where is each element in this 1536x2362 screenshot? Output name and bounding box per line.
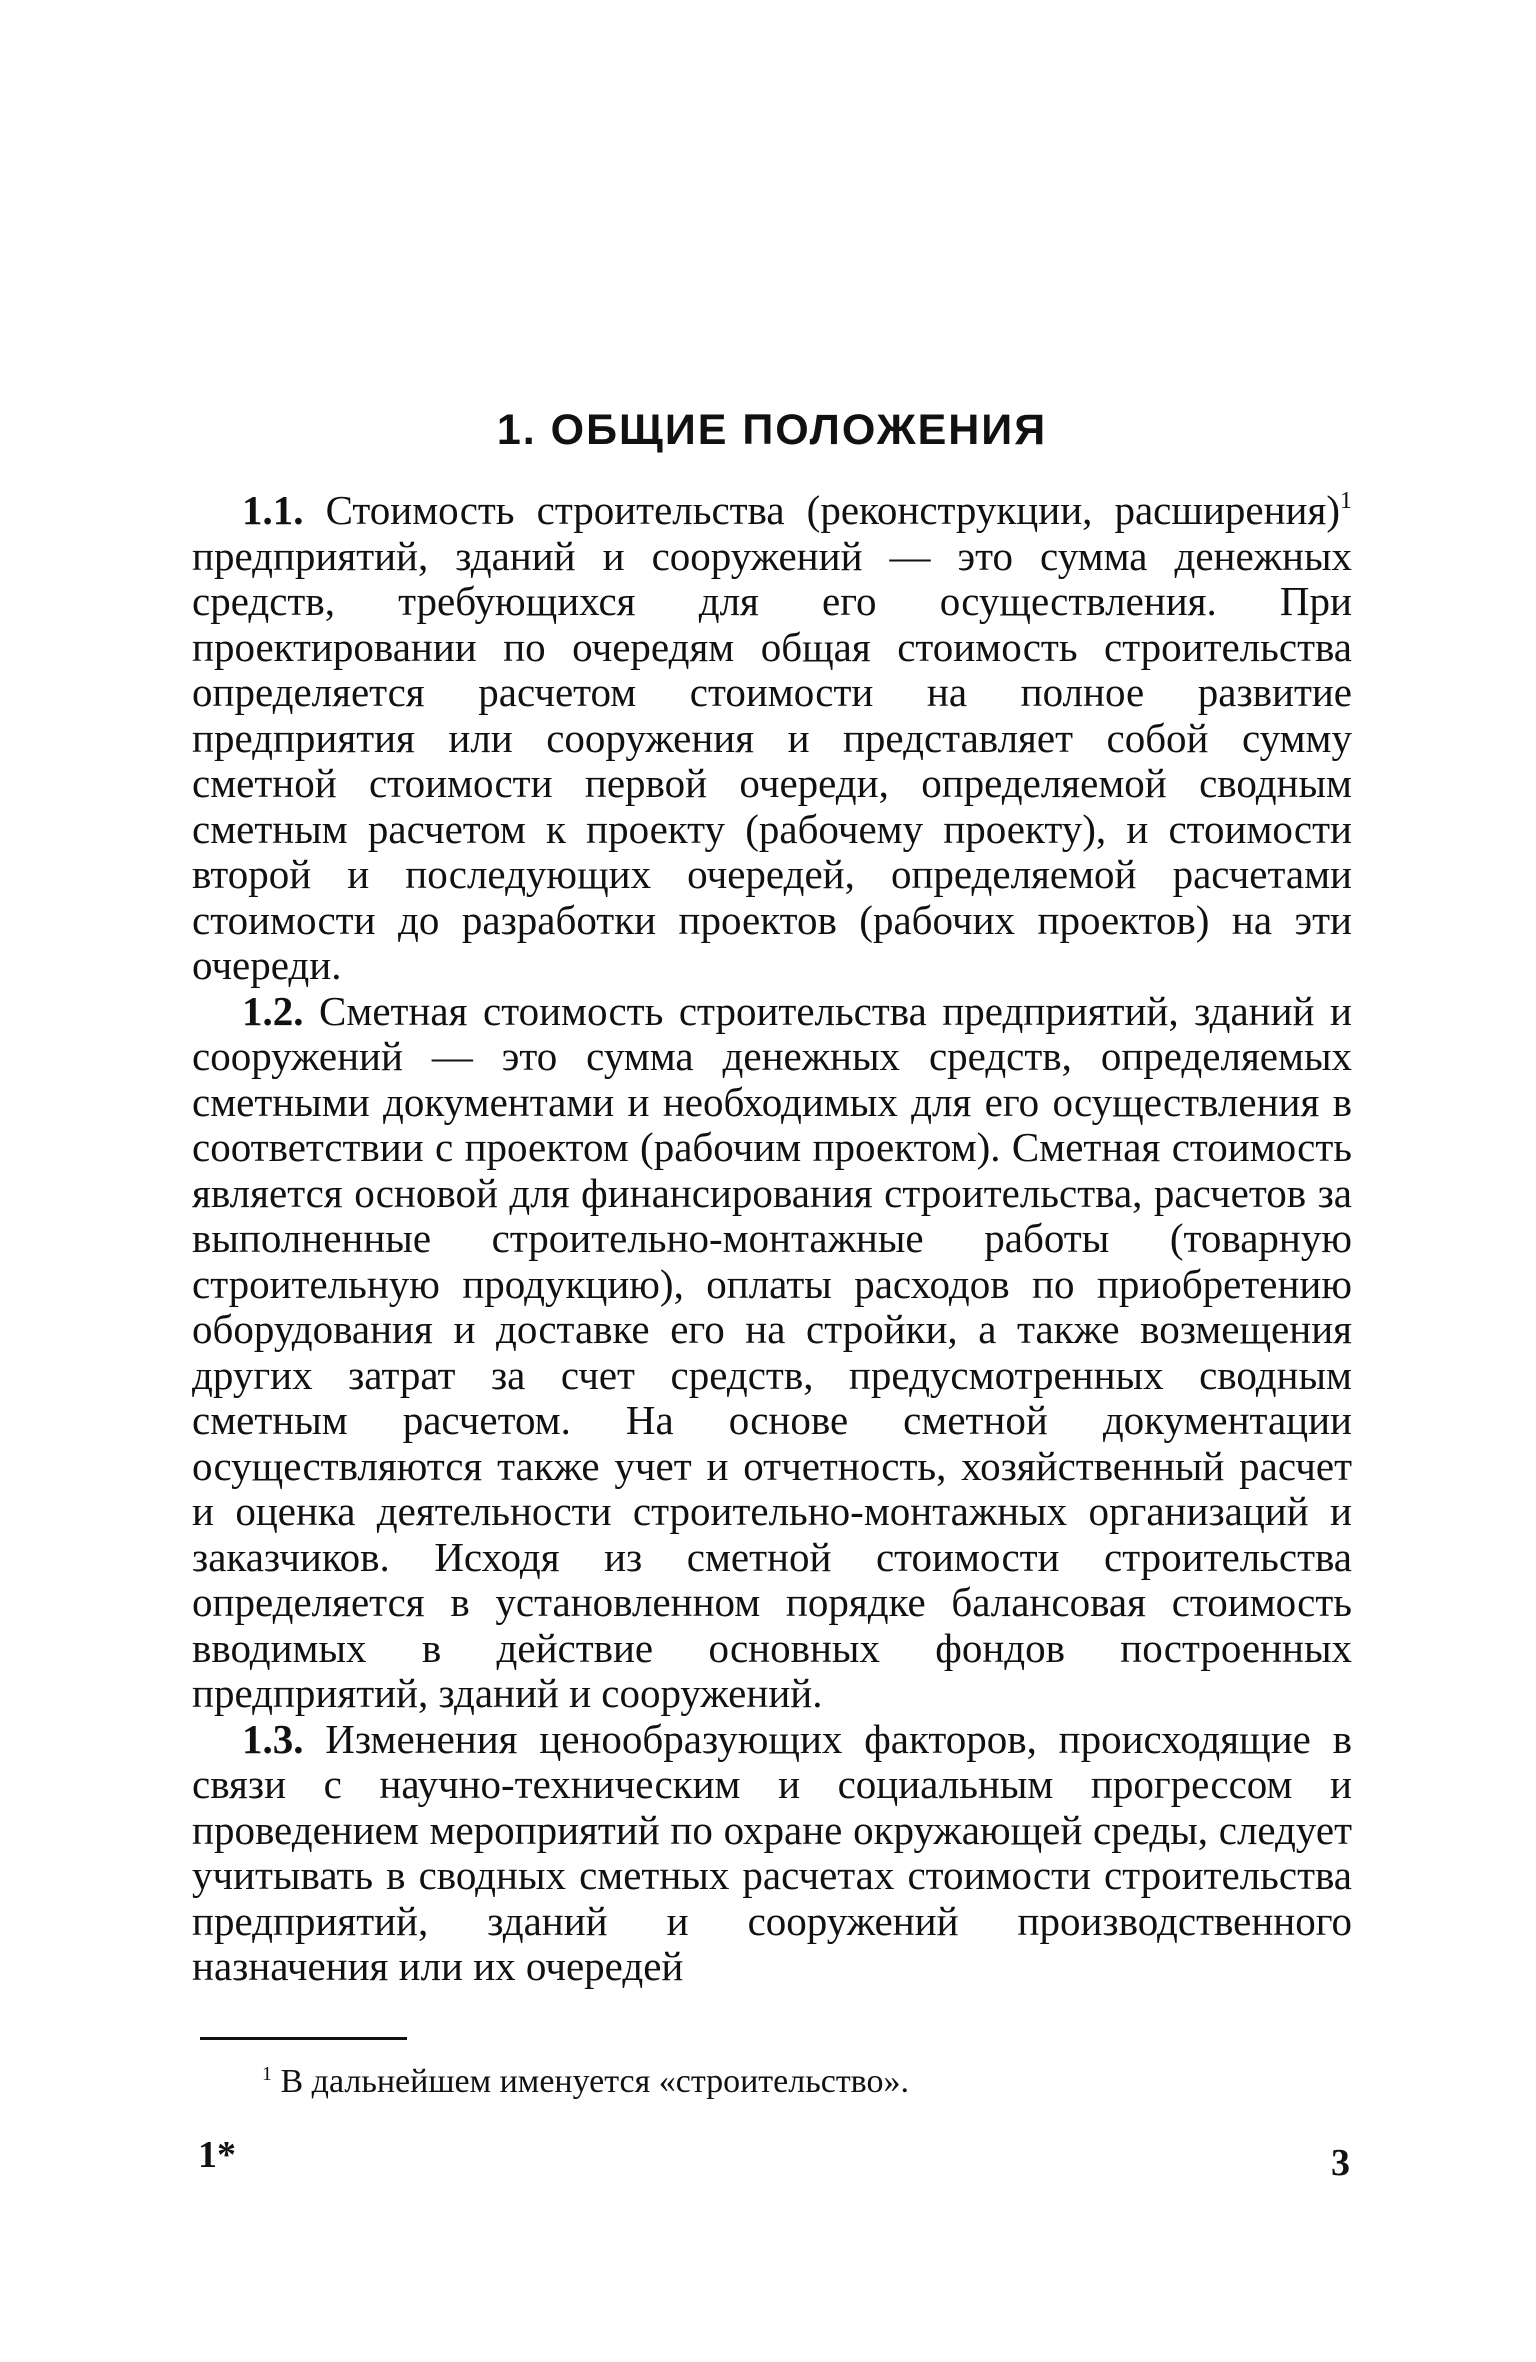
page-number: 3	[1331, 2142, 1350, 2184]
footnote-text: В дальнейшем именуется «строительство».	[272, 2063, 910, 2100]
paragraph-1-1	[192, 488, 1352, 989]
paragraph-text: предприятий, зданий и сооружений — это сумма денежных средств, требующихся для его осуществления. При проектировании по очередям общая стоимость строительства определяется расчетом стоимости на полное развитие предприятия или сооружения и представляет собой сумму сметной стоимости первой очереди, определяемой сводным сметным расчетом к проекту (рабочему проекту), и стоимости второй и последующих очередей, определяемой расчетами стоимости до разработки проектов (рабочих проектов) на эти очереди.	[192, 532, 1352, 988]
footnote-separator	[200, 2037, 407, 2040]
paragraph-text: Сметная стоимость строительства предприятий, зданий и сооружений — это сумма денежных средств, определяемых сметными документами и необходимых для его осуществления в соответствии с проектом (рабочим проектом). Сметная стоимость является основой для финансирования строительства, расчетов за выполненные строительно-монтажные работы (товарную строительную продукцию), оплаты расходов по приобретению оборудования и доставке его на стройки, а также возмещения других затрат за счет средств, предусмотренных сводным сметным расчетом. На основе сметной документации осуществляются также учет и отчетность, хозяйственный расчет и оценка деятельности строительно-монтажных организаций и заказчиков. Исходя из сметной стоимости строительства определяется в установленном порядке балансовая стоимость вводимых в действие основных фондов построенных предприятий, зданий и сооружений.	[192, 987, 1352, 1716]
paragraph-number: 1.1.	[242, 487, 304, 533]
paragraph-number: 1.2.	[242, 987, 304, 1034]
footnote-reference: 1	[1340, 488, 1352, 514]
section-heading: 1. ОБЩИЕ ПОЛОЖЕНИЯ	[496, 406, 1048, 454]
paragraph-1-3	[192, 1717, 1352, 1990]
document-page	[192, 400, 1352, 1990]
paragraph-number: 1.3.	[242, 1715, 304, 1762]
signature-mark: 1*	[198, 2134, 236, 2176]
footnote-mark: 1	[262, 2063, 272, 2085]
paragraph-text: Стоимость строительства (реконструкции, расширения)	[303, 487, 1340, 533]
footnote	[262, 2060, 909, 2104]
paragraph-1-2	[192, 989, 1352, 1717]
paragraph-text: Изменения ценообразующих факторов, происходящие в связи с научно-техническим и социальным прогрессом и проведением мероприятий по охране окружающей среды, следует учитывать в сводных сметных расчетах стоимости строительства предприятий, зданий и сооружений производственного назначения или их очередей	[192, 1715, 1352, 1989]
